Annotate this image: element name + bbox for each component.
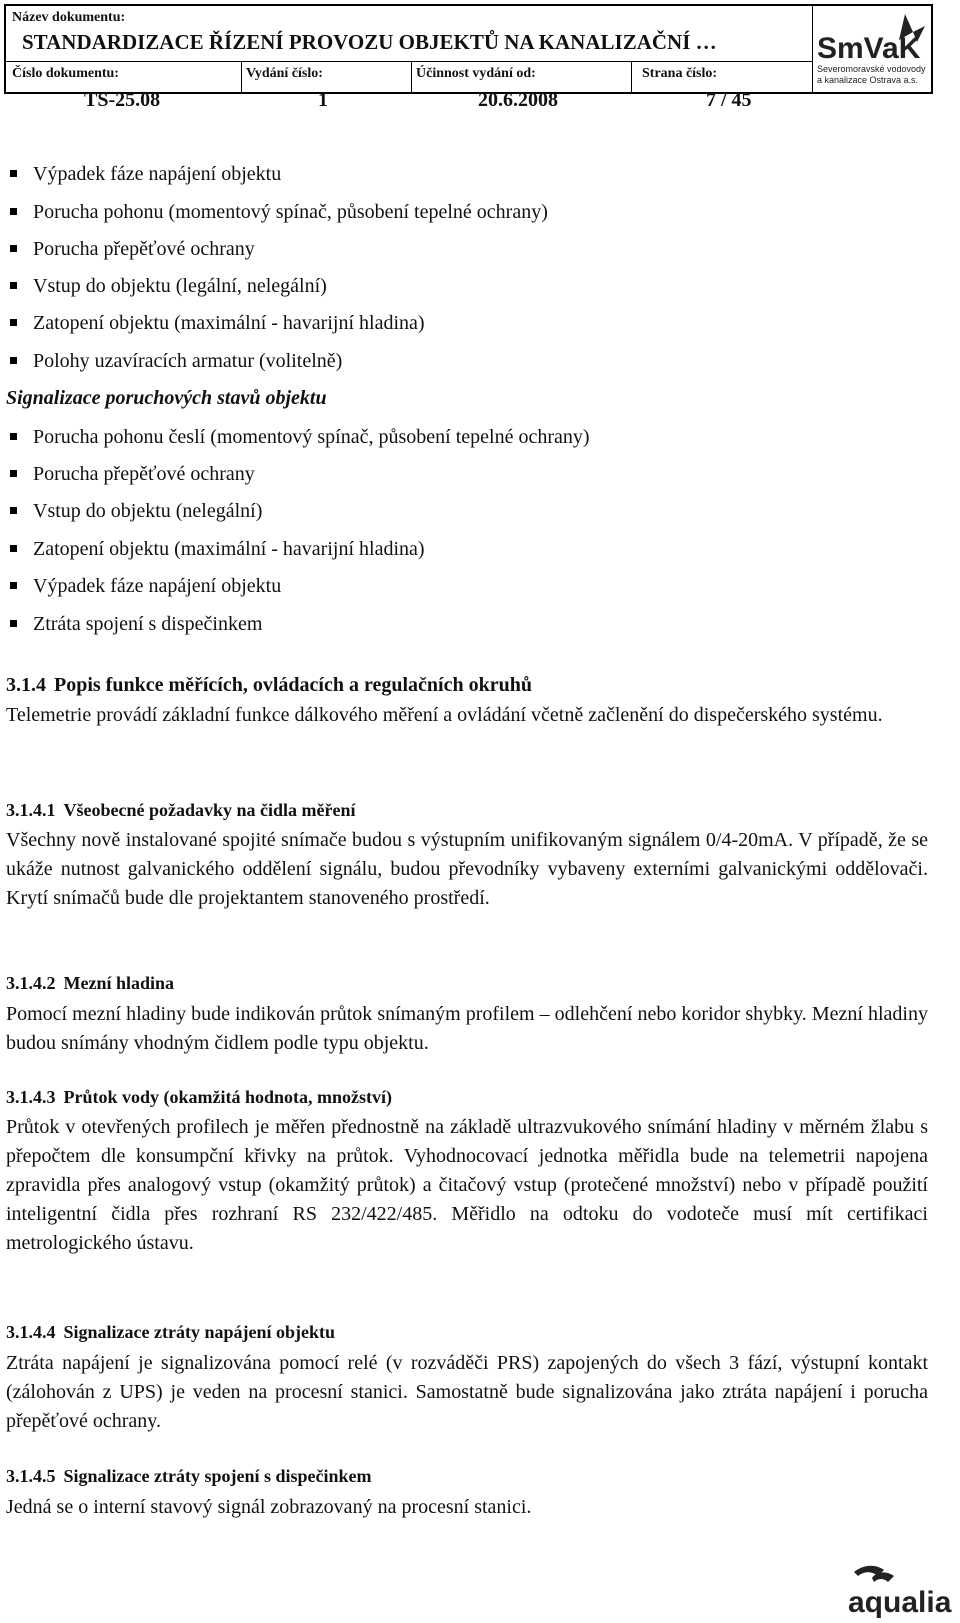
list-item: Polohy uzavíracích armatur (volitelně) <box>10 348 342 374</box>
bullet-square-icon <box>10 319 17 326</box>
doc-name-label: Název dokumentu: <box>12 10 126 25</box>
list-item: Vstup do objektu (legální, nelegální) <box>10 273 327 299</box>
list-item: Zatopení objektu (maximální - havarijní hladina) <box>10 310 425 336</box>
section-heading: 3.1.4.1 Všeobecné požadavky na čidla měření <box>6 800 356 820</box>
section-heading: 3.1.4.5 Signalizace ztráty spojení s dispečinkem <box>6 1466 372 1486</box>
bullet-square-icon <box>10 357 17 364</box>
list-item: Zatopení objektu (maximální - havarijní hladina) <box>10 536 425 562</box>
section-heading: 3.1.4 Popis funkce měřících, ovládacích a regulačních okruhů <box>6 674 532 696</box>
bullet-square-icon <box>10 507 17 514</box>
bullet-square-icon <box>10 582 17 589</box>
bullet-square-icon <box>10 620 17 627</box>
effective-label: Účinnost vydání od: <box>416 66 536 81</box>
section-body: Všechny nově instalované spojité snímače budou s výstupním unifikovaným signálem 0/4-20mA. V případě, že se ukáže nutnost galvanického oddělení signálu, budou převodníky vybaveny externími galvanickými oddělovači. Krytí snímačů bude dle projektantem stanoveného prostředí. <box>6 829 928 909</box>
bullet-square-icon <box>10 208 17 215</box>
header-divider <box>241 61 242 92</box>
effective-date: 20.6.2008 <box>478 89 558 111</box>
logo-text: SmVaK <box>817 32 921 65</box>
list-item: Porucha pohonu česlí (momentový spínač, působení tepelné ochrany) <box>10 424 590 450</box>
section-heading-italic: Signalizace poruchových stavů objektu <box>6 387 327 409</box>
issue-number: 1 <box>318 89 328 111</box>
document-header <box>4 4 933 94</box>
header-divider <box>411 61 412 92</box>
list-item: Porucha přepěťové ochrany <box>10 236 255 262</box>
bullet-square-icon <box>10 545 17 552</box>
issue-label: Vydání číslo: <box>246 66 323 81</box>
aqualia-logo-icon <box>814 1562 954 1618</box>
page-label: Strana číslo: <box>642 66 718 81</box>
logo-line1: Severomoravské vodovody <box>817 64 926 74</box>
logo-line2: a kanalizace Ostrava a.s. <box>817 75 919 85</box>
list-item: Porucha pohonu (momentový spínač, působení tepelné ochrany) <box>10 199 548 225</box>
list-item: Vstup do objektu (nelegální) <box>10 498 262 524</box>
list-item: Porucha přepěťové ochrany <box>10 461 255 487</box>
aqualia-logo <box>814 1562 954 1618</box>
header-title-row <box>6 6 812 62</box>
list-item: Výpadek fáze napájení objektu <box>10 161 281 187</box>
list-item: Výpadek fáze napájení objektu <box>10 573 281 599</box>
bullet-square-icon <box>10 470 17 477</box>
section-heading: 3.1.4.3 Průtok vody (okamžitá hodnota, množství) <box>6 1087 393 1107</box>
bullet-square-icon <box>10 282 17 289</box>
section-body: Ztráta napájení je signalizována pomocí relé (v rozváděči PRS) zapojených do všech 3 fází, výstupní kontakt (zálohován z UPS) je veden na procesní stanici. Samostatně bude signalizována jako ztráta napájení i porucha přepěťové ochrany. <box>6 1352 928 1432</box>
doc-number-label: Číslo dokumentu: <box>12 66 119 81</box>
smvak-logo-icon <box>813 6 935 90</box>
bullet-square-icon <box>10 433 17 440</box>
bullet-square-icon <box>10 170 17 177</box>
smvak-logo <box>812 6 931 92</box>
page-number: 7 / 45 <box>706 89 752 111</box>
section-heading: 3.1.4.4 Signalizace ztráty napájení objektu <box>6 1322 335 1342</box>
header-divider <box>631 61 632 92</box>
list-item: Ztráta spojení s dispečinkem <box>10 611 262 637</box>
doc-name: STANDARDIZACE ŘÍZENÍ PROVOZU OBJEKTŮ NA KANALIZAČNÍ … <box>22 30 717 54</box>
section-body: Průtok v otevřených profilech je měřen přednostně na základě ultrazvukového snímání hladiny v měrném žlabu s přepočtem dle konsumpční křivky na průtok. Vyhodnocovací jednotka měřidla bude na telemetrii napojena zpravidla přes analogový vstup (okamžitý průtok) a čitačový vstup (protečené množství) nebo v případě použití inteligentní čidla přes rozhraní RS 232/422/485. Měřidlo na odtoku do vodoteče musí mít certifikaci metrologického ústavu. <box>6 1116 928 1254</box>
svg-text:aqualia: aqualia <box>848 1586 952 1618</box>
section-heading: 3.1.4.2 Mezní hladina <box>6 973 175 993</box>
section-body: Telemetrie provádí základní funkce dálkového měření a ovládání včetně začlenění do dispečerského systému. <box>6 704 883 726</box>
section-body: Jedná se o interní stavový signál zobrazovaný na procesní stanici. <box>6 1496 532 1518</box>
section-body: Pomocí mezní hladiny bude indikován průtok snímaným profilem – odlehčení nebo koridor shybky. Mezní hladiny budou snímány vhodným čidlem podle typu objektu. <box>6 1003 928 1054</box>
bullet-square-icon <box>10 245 17 252</box>
doc-number: TS-25.08 <box>84 89 161 111</box>
